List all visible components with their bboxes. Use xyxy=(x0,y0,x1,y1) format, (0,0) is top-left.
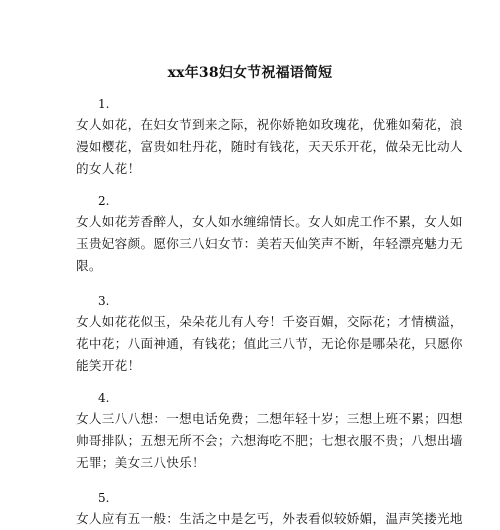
section-number: 3. xyxy=(98,294,110,308)
section-paragraph xyxy=(76,508,463,530)
section-paragraph xyxy=(76,311,463,377)
section-number: 5. xyxy=(98,491,110,505)
paragraph-line: 能笑开花！ xyxy=(76,358,141,373)
paragraph-line: 花中花；八面神通，有钱花；值此三八节，无论你是哪朵花，只愿你 xyxy=(76,336,463,351)
paragraph-line: 的女人花！ xyxy=(76,161,141,176)
paragraph-line: 限。 xyxy=(76,258,102,273)
section-number: 1. xyxy=(98,97,110,111)
document-title: xx年38妇女节祝福语简短 xyxy=(167,65,333,81)
paragraph-line: 玉贵妃容颜。愿你三八妇女节：美若天仙笑声不断，年轻漂亮魅力无 xyxy=(76,236,463,251)
paragraph-line: 漫如樱花，富贵如牡丹花，随时有钱花，天天乐开花，做朵无比动人 xyxy=(76,139,463,154)
section-paragraph xyxy=(76,211,463,277)
paragraph-line: 女人如花花似玉，朵朵花儿有人夸！千姿百媚，交际花；才情横溢， xyxy=(76,314,463,329)
section-paragraph xyxy=(76,408,463,474)
paragraph-line: 女人三八八想：一想电话免费；二想年轻十岁；三想上班不累；四想 xyxy=(76,411,463,426)
paragraph-line: 女人如花芳香醉人，女人如水缠绵情长。女人如虎工作不累，女人如 xyxy=(76,214,463,229)
paragraph-line: 女人应有五一般：生活之中是乞丐，外表看似较娇媚，温声笑搂光地 xyxy=(76,511,463,526)
section-number: 2. xyxy=(98,194,110,208)
paragraph-line: 无罪；美女三八快乐！ xyxy=(76,455,205,470)
paragraph-line: 女人如花，在妇女节到来之际，祝你娇艳如玫瑰花，优雅如菊花，浪 xyxy=(76,117,463,132)
section-number: 4. xyxy=(98,391,110,405)
section-paragraph xyxy=(76,114,463,180)
paragraph-line: 帅哥排队；五想无所不会；六想海吃不肥；七想衣服不贵；八想出墙 xyxy=(76,433,463,448)
